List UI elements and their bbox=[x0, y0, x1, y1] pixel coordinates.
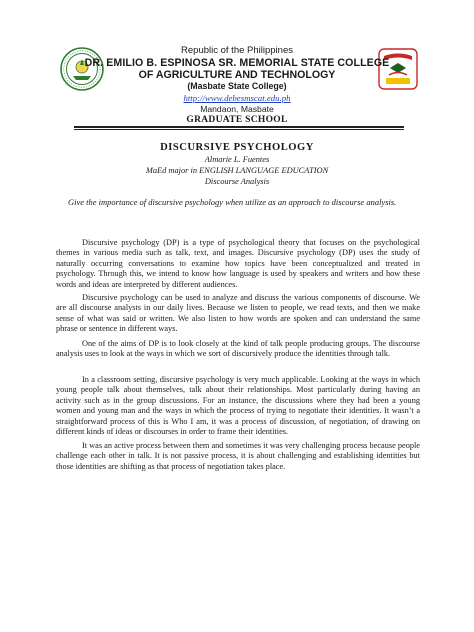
header-divider-thin bbox=[74, 129, 404, 130]
body-paragraph: It was an active process between them and sometimes it was very challenging process because people challenge each other in talk. It is not passive process, it is about challenging and establishing identities but those identities are shifting as that process of negotiation takes place. bbox=[56, 441, 420, 471]
document-title: DISCURSIVE PSYCHOLOGY bbox=[160, 142, 314, 153]
author-name: Almarie L. Fuentes bbox=[204, 155, 270, 164]
course-name: Discourse Analysis bbox=[204, 177, 270, 186]
header-divider-thick bbox=[74, 126, 404, 128]
author-major: MaEd major in ENGLISH LANGUAGE EDUCATION bbox=[145, 166, 329, 175]
college-website-link[interactable]: http://www.debesmscat.edu.ph bbox=[183, 93, 291, 103]
body-paragraph: One of the aims of DP is to look closely at the kind of talk people producing groups. The discourse analysis uses to look at the ways in which we sort of discursively produce the identities through talk. bbox=[56, 339, 420, 359]
body-paragraph: In a classroom setting, discursive psychology is very much applicable. Looking at the ways in which young people talk about themselves, talk about their relationships. Most particularly during having an activity such as in the group discussions. For an instance, the discussions where they had been a young women and young man and the ways in which the process of trying to negotiate their identities. It wasn’t a straightforward process of this is Who I am, it was a process of discussion, of negotiation, of drawing on different kinds of ideas or discourses in order to frame their identities. bbox=[56, 375, 420, 437]
republic-line: Republic of the Philippines bbox=[181, 45, 293, 56]
body-paragraph: Discursive psychology can be used to analyze and discuss the various components of discourse. We are all discourse analysts in our daily lives. Because we listen to people, we read texts, and then we make sense of what was said or written. We also listen to how words are spoken and can understand the same phrase or sentence in different ways. bbox=[56, 293, 420, 334]
essay-question: Give the importance of discursive psychology when utilize as an approach to discourse analysis. bbox=[68, 197, 397, 207]
body-paragraph: Discursive psychology (DP) is a type of psychological theory that focuses on the psychological themes in various media such as talk, text, and images. Discursive psychology (DP) uses the study of naturally occurring conversations to examine how topics have been conceptualized and treated in psychology. Through this, we intend to know how language is used by speakers and writers and how these words and ideas are interpreted by different audiences. bbox=[56, 238, 420, 289]
college-name-line2: OF AGRICULTURE AND TECHNOLOGY bbox=[138, 69, 336, 81]
college-location: Mandaon, Masbate bbox=[200, 104, 274, 114]
school-name: GRADUATE SCHOOL bbox=[186, 115, 288, 125]
college-name-line1: DR. EMILIO B. ESPINOSA SR. MEMORIAL STATE COLLEGE bbox=[84, 57, 390, 69]
college-alias: (Masbate State College) bbox=[187, 81, 287, 91]
